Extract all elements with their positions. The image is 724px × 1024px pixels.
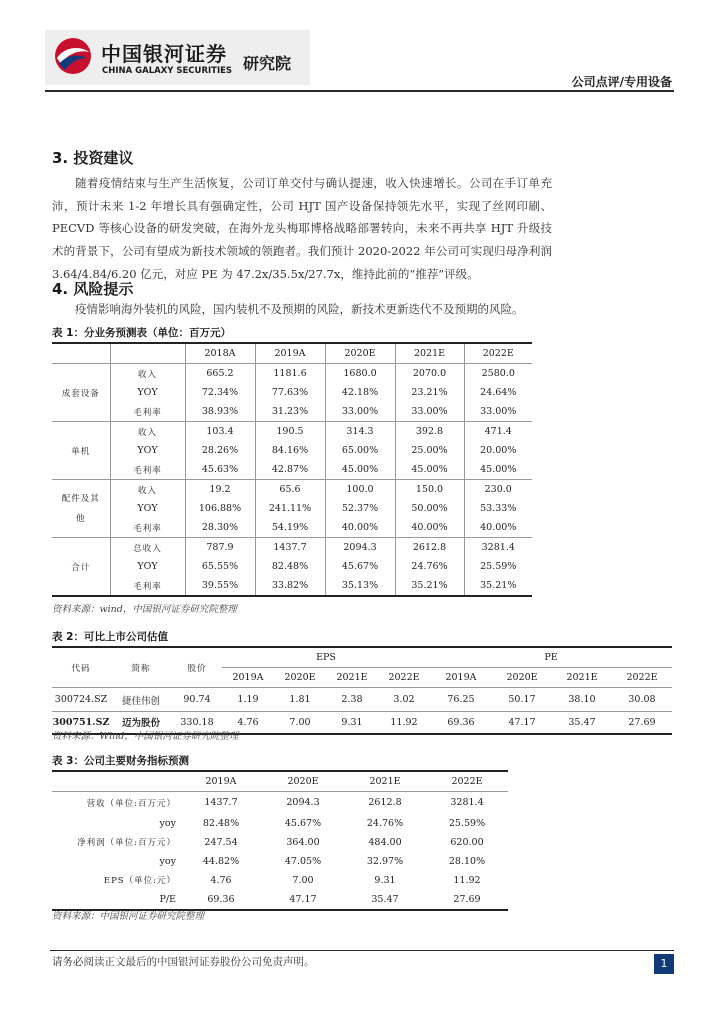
- table3-cell: 24.76%: [366, 817, 404, 829]
- table1-cell: 2070.0: [395, 364, 464, 384]
- table1-year-header: 2020E: [325, 343, 395, 364]
- table2-cell: 69.36: [447, 716, 475, 728]
- table1-cell: 40.00%: [395, 518, 464, 538]
- table2-year-header: 2021E: [566, 672, 598, 683]
- table3-cell: 2094.3: [286, 797, 320, 809]
- table3-cell: 7.00: [292, 874, 314, 886]
- table2-cell: 1.81: [289, 694, 311, 705]
- table1-cell: 24.76%: [395, 557, 464, 576]
- table3-label: yoy: [159, 817, 176, 829]
- table2-cell: 1.19: [237, 694, 259, 705]
- table3-cell: 484.00: [368, 836, 402, 848]
- table2-price: 90.74: [183, 694, 211, 705]
- table2-cell: 50.17: [508, 694, 536, 705]
- table3-label: yoy: [159, 855, 176, 867]
- table1-cell: 40.00%: [325, 518, 395, 538]
- table2-year-header: 2020E: [284, 672, 316, 683]
- table2-source: 资料来源：Wind，中国银河证券研究院整理: [52, 731, 239, 742]
- logo-suffix-text: 研究院: [243, 54, 292, 73]
- table1-cell: 2094.3: [325, 538, 395, 558]
- table1-cell: 65.6: [255, 480, 325, 500]
- table3-cell: 364.00: [286, 836, 320, 848]
- table1-cell: 190.5: [255, 422, 325, 442]
- table1-cell: 33.00%: [395, 402, 464, 422]
- table1-cell: 787.9: [185, 538, 255, 558]
- table-row: [52, 688, 672, 712]
- table2-header-eps: EPS: [222, 647, 430, 668]
- section-3-title: 3. 投资建议: [52, 149, 134, 167]
- table1-group-name: 合计: [52, 538, 110, 597]
- table1-group-name: 配件及其 他: [52, 480, 110, 538]
- table1-cell: 471.4: [484, 426, 512, 437]
- table-row: [52, 871, 508, 890]
- table3-cell: 4.76: [210, 874, 232, 886]
- table2-year-header: 2022E: [388, 672, 420, 683]
- table2-year-header: 2019A: [445, 672, 477, 683]
- table2-cell: 30.08: [628, 694, 656, 705]
- table1-cell: 103.4: [185, 422, 255, 442]
- table1-metric: 收入: [110, 422, 185, 442]
- table3-cell: 47.05%: [284, 855, 322, 867]
- table3-label: 营收（单位:百万元）: [86, 798, 176, 809]
- table1-cell: 50.00%: [395, 499, 464, 518]
- table1-cell: 1680.0: [325, 364, 395, 384]
- table1-cell: 24.64%: [480, 387, 517, 398]
- table1-cell: 84.16%: [255, 441, 325, 460]
- page-number: 1: [654, 954, 674, 974]
- table1-cell: 45.00%: [395, 460, 464, 480]
- table1-cell: 665.2: [185, 364, 255, 384]
- table1-metric: YOY: [110, 499, 185, 518]
- table2-cell: 76.25: [447, 694, 475, 705]
- table-row: [52, 852, 508, 871]
- table1-cell: 1437.7: [255, 538, 325, 558]
- table3-year-header: 2021E: [369, 776, 401, 787]
- table2-cell: 27.69: [628, 716, 656, 728]
- table3-label: P/E: [159, 893, 176, 905]
- table1-cell: 241.11%: [255, 499, 325, 518]
- table1-cell: 65.55%: [185, 557, 255, 576]
- table3-caption: 表 3：公司主要财务指标预测: [52, 755, 189, 767]
- table1-cell: 35.21%: [480, 580, 517, 591]
- table1-source: 资料来源：wind，中国银河证券研究院整理: [52, 604, 237, 615]
- table-row: [52, 814, 508, 833]
- table1-cell: 53.33%: [480, 503, 517, 514]
- table3-cell: 44.82%: [202, 855, 240, 867]
- table1-cell: 45.67%: [325, 557, 395, 576]
- table3-year-header: 2019A: [205, 776, 237, 787]
- table2-code: 300751.SZ: [52, 716, 110, 728]
- table2-year-header: 2020E: [506, 672, 538, 683]
- table3-label: 净利润（单位:百万元）: [77, 838, 176, 848]
- table3-cell: 27.69: [453, 893, 481, 905]
- table2-cell: 4.76: [237, 716, 259, 728]
- table1-metric: 收入: [110, 480, 185, 500]
- table1-cell: 33.00%: [325, 402, 395, 422]
- table1-cell: 106.88%: [185, 499, 255, 518]
- table1-metric: YOY: [110, 383, 185, 402]
- table1-cell: 35.21%: [395, 576, 464, 596]
- table1-cell: 45.63%: [185, 460, 255, 480]
- table-row: [52, 833, 508, 852]
- table3-cell: 9.31: [374, 874, 396, 886]
- table1-group-name: 单机: [52, 422, 110, 480]
- table3-cell: 620.00: [450, 836, 484, 848]
- table3-cell: 28.10%: [448, 855, 486, 867]
- table1-caption: 表 1：分业务预测表（单位：百万元）: [52, 327, 231, 339]
- table1-metric: 毛利率: [110, 460, 185, 480]
- table3-cell: 69.36: [207, 893, 235, 905]
- table1-metric: 总收入: [110, 538, 185, 558]
- footer-divider: [50, 950, 674, 951]
- table1-cell: 100.0: [325, 480, 395, 500]
- table1-cell: 3281.4: [481, 542, 515, 553]
- table2-year-header: 2019A: [232, 672, 264, 683]
- table3-cell: 1437.7: [204, 797, 238, 809]
- table-row: [52, 890, 508, 910]
- table1-cell: 45.00%: [480, 464, 517, 475]
- table1-cell: 54.19%: [255, 518, 325, 538]
- table2-cell: 7.00: [289, 716, 311, 728]
- table1-cell: 33.00%: [480, 406, 517, 417]
- business-forecast-table: [52, 342, 532, 597]
- footer-disclaimer: 请务必阅读正文最后的中国银河证券股份公司免责声明。: [52, 956, 315, 968]
- table1-cell: 52.37%: [325, 499, 395, 518]
- table2-cell: 47.17: [508, 716, 536, 728]
- table2-cell: 2.38: [341, 694, 363, 705]
- table1-cell: 31.23%: [255, 402, 325, 422]
- table1-metric: 毛利率: [110, 518, 185, 538]
- table1-cell: 19.2: [185, 480, 255, 500]
- table2-cell: 35.47: [568, 716, 596, 728]
- table1-cell: 23.21%: [395, 383, 464, 402]
- table1-cell: 25.00%: [395, 441, 464, 460]
- galaxy-logo-icon: [53, 36, 93, 76]
- table2-header-pe: PE: [430, 647, 672, 668]
- table1-metric: YOY: [110, 557, 185, 576]
- table1-cell: 1181.6: [255, 364, 325, 384]
- table3-cell: 47.17: [289, 893, 317, 905]
- table2-header-name: 简称: [110, 647, 172, 688]
- table1-year-header: 2018A: [185, 343, 255, 364]
- table3-label: EPS（单位:元）: [103, 876, 176, 886]
- table1-cell: 72.34%: [185, 383, 255, 402]
- table1-cell: 392.8: [395, 422, 464, 442]
- table2-year-header: 2021E: [336, 672, 368, 683]
- section-3-body: 随着疫情结束与生产生活恢复，公司订单交付与确认提速，收入快速增长。公司在手订单充沛，预计未来 1-2 年增长具有强确定性，公司 HJT 国产设备保持领先水平，实现了丝网印刷、PECVD 等核心设备的研发突破，在海外龙头梅耶博格战略部署转向，未来不再共享 HJT 升级技术的背景下，公司有望成为新技术领域的领跑者。我们预计 2020-2022 年公司可实现归母净利润 3.64/4.84/6.20 亿元，对应 PE 为 47.2x/35.5x/27.7x，维持此前的“推荐”评级。: [52, 176, 552, 281]
- table1-cell: 77.63%: [255, 383, 325, 402]
- table3-year-header: 2020E: [287, 776, 319, 787]
- table1-cell: 28.30%: [185, 518, 255, 538]
- section-4-title: 4. 风险提示: [52, 280, 134, 298]
- brand-logo: [45, 30, 310, 85]
- table3-cell: 11.92: [453, 874, 481, 886]
- table1-cell: 39.55%: [185, 576, 255, 596]
- table1-cell: 314.3: [325, 422, 395, 442]
- table3-cell: 25.59%: [448, 817, 486, 829]
- header-divider: [45, 90, 674, 92]
- table3-cell: 32.97%: [366, 855, 404, 867]
- logo-en-text: CHINA GALAXY SECURITIES: [102, 66, 233, 76]
- table1-cell: 28.26%: [185, 441, 255, 460]
- table2-cell: 3.02: [393, 694, 415, 705]
- table1-cell: 45.00%: [325, 460, 395, 480]
- table1-year-header: 2022E: [464, 343, 532, 364]
- table1-cell: 2580.0: [481, 368, 515, 379]
- table2-header-price: 股价: [172, 647, 222, 688]
- section-4-body: 疫情影响海外装机的风险，国内装机不及预期的风险，新技术更新迭代不及预期的风险。: [75, 302, 524, 316]
- table3-year-header: 2022E: [451, 776, 483, 787]
- table-row: [52, 792, 508, 814]
- table1-cell: 42.18%: [325, 383, 395, 402]
- table3-cell: 45.67%: [284, 817, 322, 829]
- table3-cell: 82.48%: [202, 817, 240, 829]
- table1-metric: 毛利率: [110, 576, 185, 596]
- table1-metric: 毛利率: [110, 402, 185, 422]
- table2-cell: 11.92: [390, 716, 418, 728]
- table1-cell: 25.59%: [480, 561, 517, 572]
- table1-cell: 38.93%: [185, 402, 255, 422]
- table2-name: 捷佳伟创: [121, 695, 160, 707]
- table1-cell: 82.48%: [255, 557, 325, 576]
- financial-forecast-table: [52, 770, 508, 911]
- table3-cell: 2612.8: [368, 797, 402, 809]
- table2-header-code: 代码: [52, 647, 110, 688]
- table2-year-header: 2022E: [626, 672, 658, 683]
- header-section-label: 公司点评/专用设备: [571, 75, 672, 89]
- table1-metric: 收入: [110, 364, 185, 384]
- table1-group-name: 成套设备: [52, 364, 110, 422]
- peer-valuation-table: [52, 646, 672, 735]
- logo-cn-text: 中国银河证券: [101, 42, 227, 66]
- table1-metric: YOY: [110, 441, 185, 460]
- table1-cell: 150.0: [395, 480, 464, 500]
- table3-source: 资料来源：中国银河证券研究院整理: [52, 911, 205, 922]
- table1-year-header: 2021E: [395, 343, 464, 364]
- table1-year-header: 2019A: [255, 343, 325, 364]
- table1-cell: 40.00%: [480, 522, 517, 533]
- table1-cell: 35.13%: [325, 576, 395, 596]
- table3-cell: 3281.4: [450, 797, 484, 809]
- table2-caption: 表 2：可比上市公司估值: [52, 631, 168, 643]
- table1-cell: 230.0: [484, 484, 512, 495]
- table1-cell: 2612.8: [395, 538, 464, 558]
- table1-cell: 42.87%: [255, 460, 325, 480]
- table2-price: 330.18: [180, 716, 214, 728]
- table2-name: 迈为股份: [121, 718, 160, 730]
- table1-cell: 20.00%: [480, 445, 517, 456]
- table2-code: 300724.SZ: [54, 694, 108, 705]
- table1-cell: 65.00%: [325, 441, 395, 460]
- table1-cell: 33.82%: [255, 576, 325, 596]
- table3-cell: 247.54: [204, 836, 238, 848]
- table2-cell: 38.10: [568, 694, 596, 705]
- table2-cell: 9.31: [341, 716, 363, 728]
- table3-cell: 35.47: [371, 893, 399, 905]
